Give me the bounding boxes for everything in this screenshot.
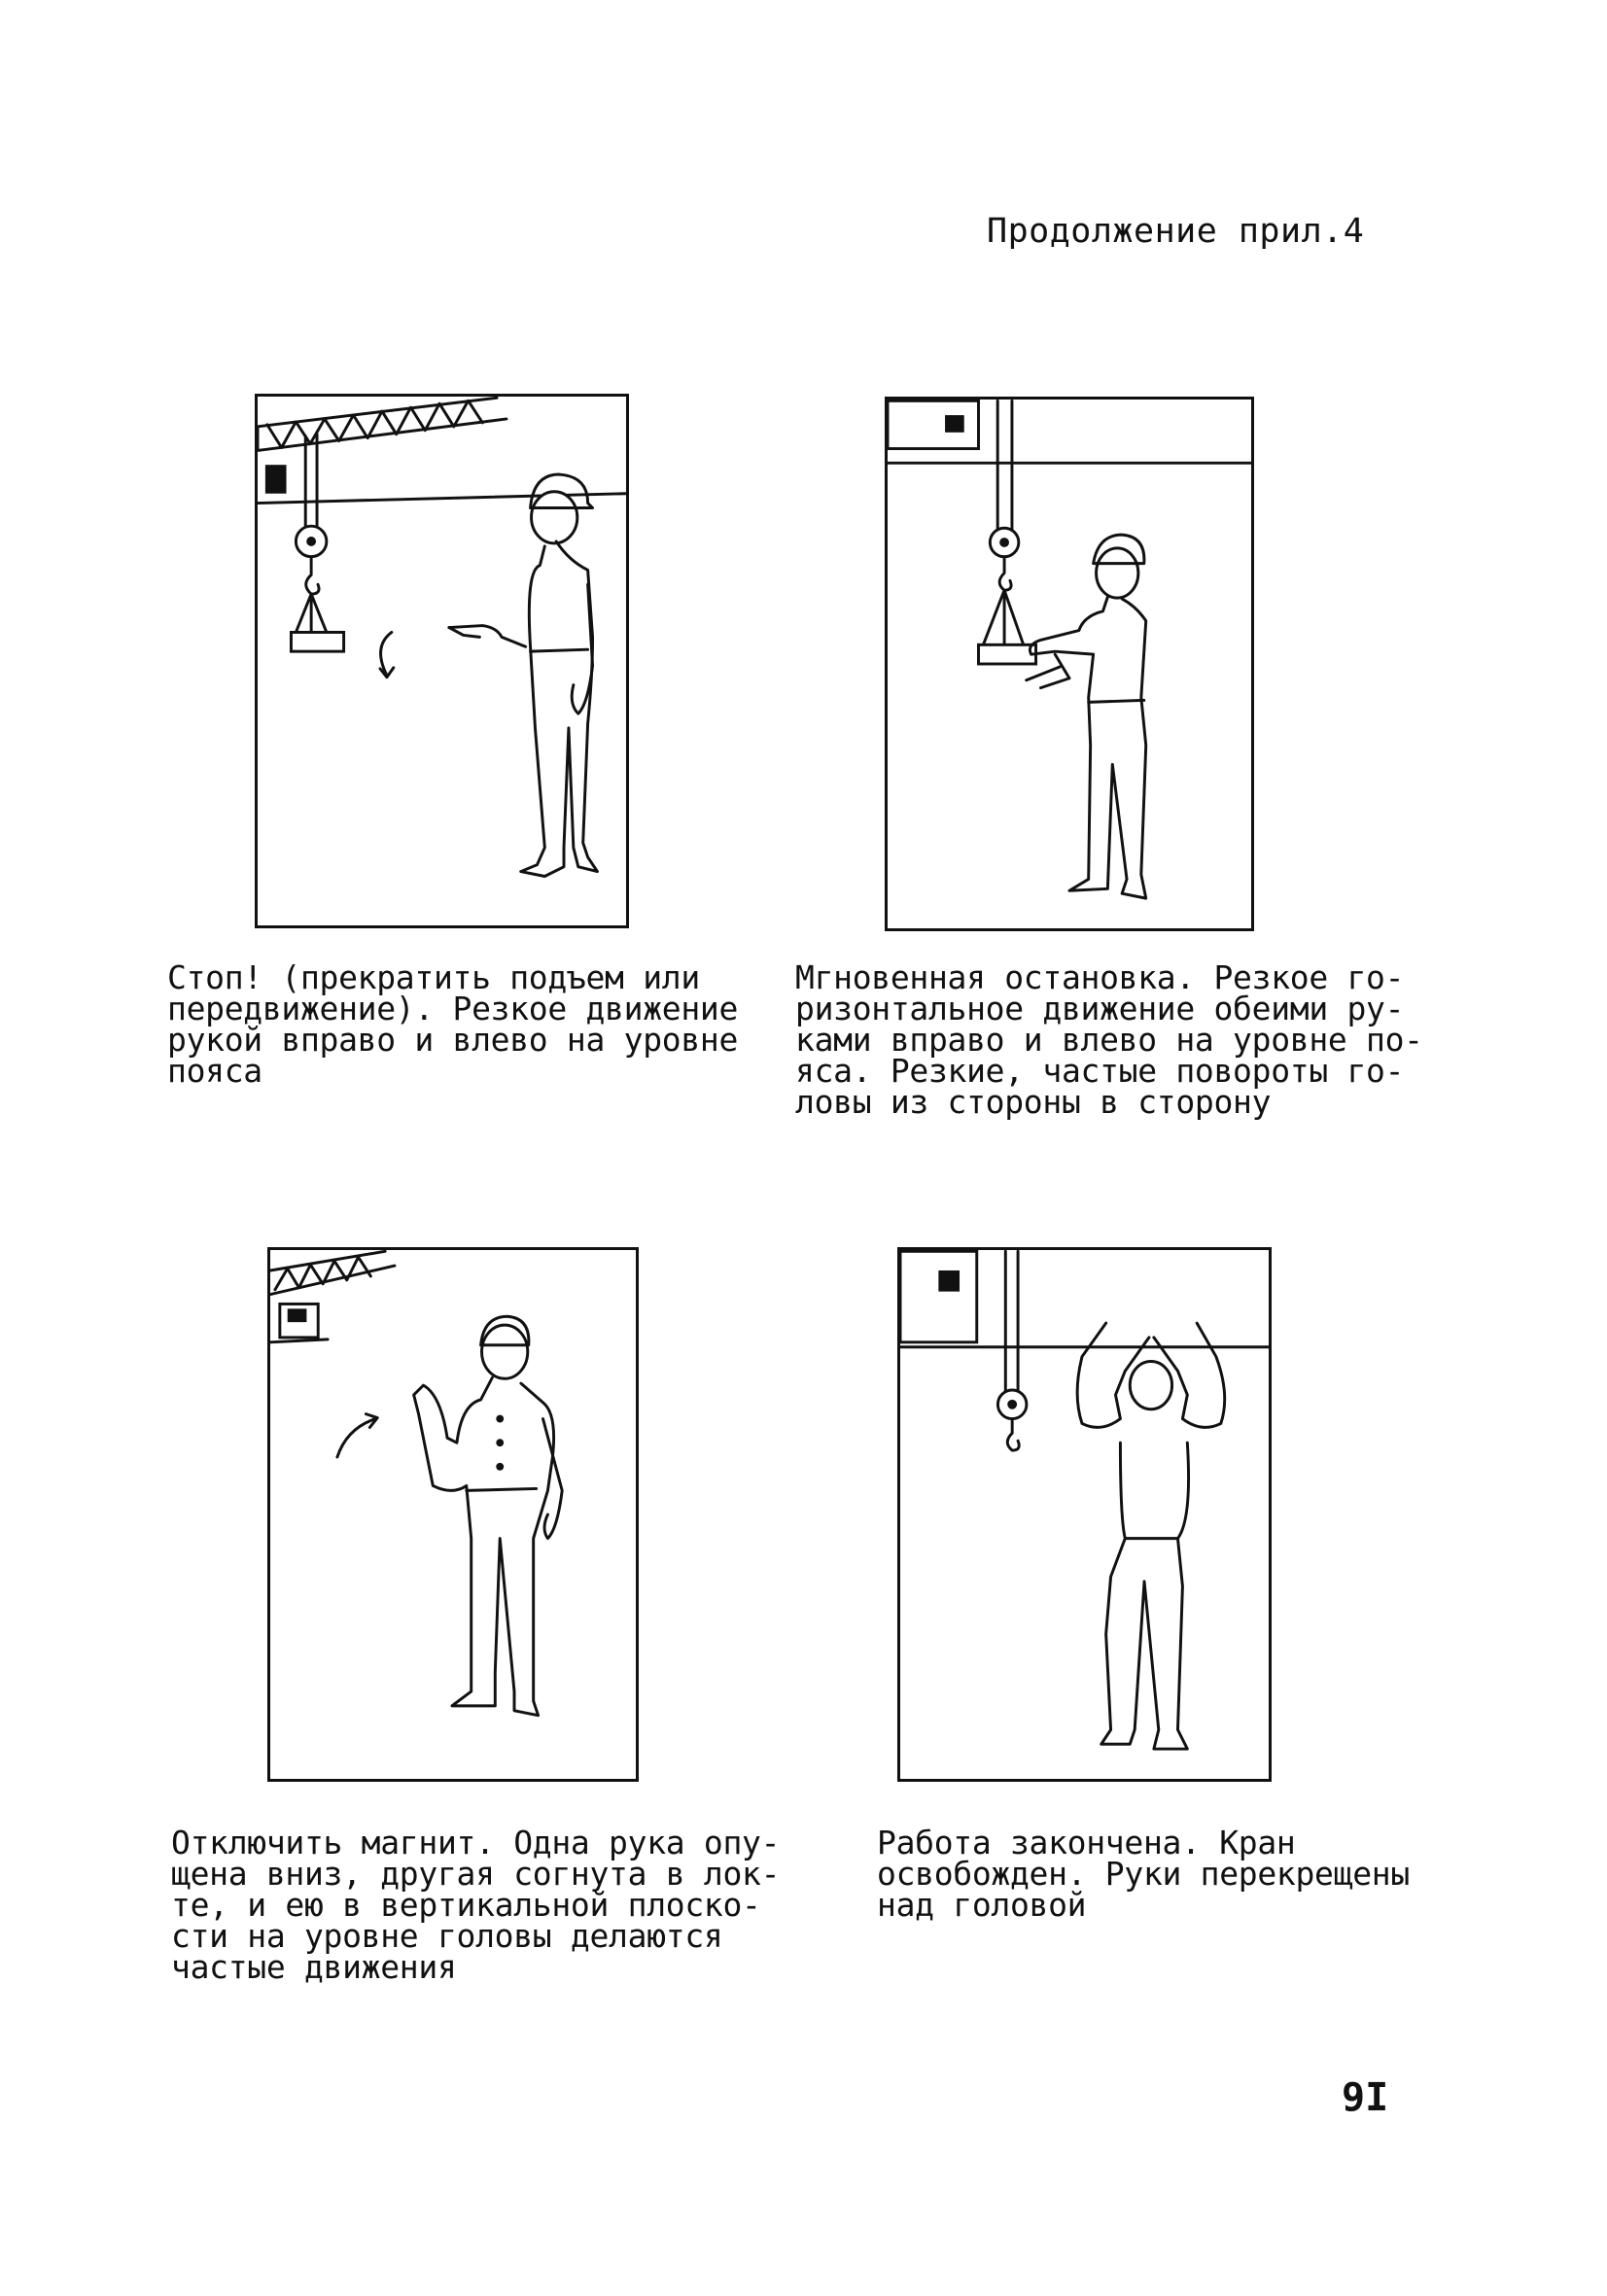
caption-magnet-off: Отключить магнит. Одна рука опу- щена вниз, другая согнута в лок- те, и ею в вертикальной плоско- сти на уровне головы делаются частые движения — [171, 1824, 781, 1986]
figure-instant-stop — [885, 397, 1254, 931]
page-number: 9I — [1342, 2075, 1389, 2120]
illustration-stop — [258, 397, 626, 925]
caption-instant-stop: Мгновенная остановка. Резкое го- ризонтальное движение обеими ру- ками вправо и влево на уровне по- яса. Резкие, частые повороты го- ловы из стороны в сторону — [795, 958, 1423, 1121]
page-header: Продолжение прил.4 — [987, 212, 1365, 251]
figure-work-finished — [897, 1247, 1272, 1782]
caption-stop: Стоп! (прекратить подъем или передвижение). Резкое движение рукой вправо и влево на уровне пояса — [167, 958, 739, 1090]
caption-work-finished: Работа закончена. Кран освобожден. Руки перекрещены над головой — [877, 1824, 1410, 1924]
illustration-instant-stop — [888, 400, 1251, 928]
illustration-magnet-off — [270, 1250, 636, 1779]
illustration-work-finished — [900, 1250, 1269, 1779]
figure-magnet-off — [267, 1247, 639, 1782]
figure-stop — [255, 394, 629, 928]
